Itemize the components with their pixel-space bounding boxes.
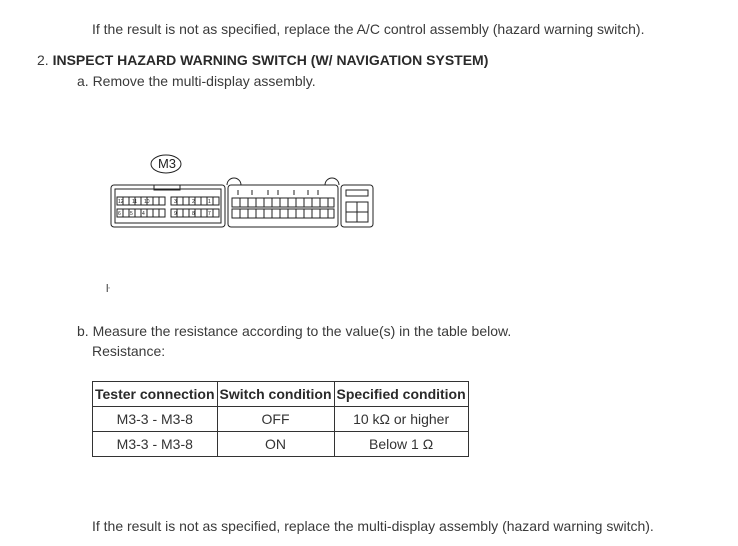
- diagram-marker: ŀ: [106, 283, 110, 295]
- svg-text:1: 1: [208, 199, 211, 205]
- substep-a: a. Remove the multi-display assembly.: [77, 73, 316, 89]
- result-note-multi-display: If the result is not as specified, replace the multi-display assembly (hazard warning switch).: [92, 518, 654, 534]
- cell-switch-condition: OFF: [217, 407, 334, 432]
- svg-text:11: 11: [132, 199, 138, 205]
- svg-text:3: 3: [174, 199, 177, 205]
- svg-text:9: 9: [174, 211, 177, 217]
- cell-specified-condition: Below 1 Ω: [334, 432, 468, 457]
- connector-label: M3: [157, 156, 177, 171]
- step-heading: [37, 52, 488, 68]
- header-specified-condition: Specified condition: [334, 382, 468, 407]
- cell-tester-connection: M3-3 - M3-8: [93, 407, 218, 432]
- svg-text:2: 2: [192, 199, 195, 205]
- header-switch-condition: Switch condition: [217, 382, 334, 407]
- resistance-spec-table: [92, 381, 469, 457]
- cell-specified-condition: 10 kΩ or higher: [334, 407, 468, 432]
- step-title: INSPECT HAZARD WARNING SWITCH (W/ NAVIGATION SYSTEM): [52, 52, 489, 68]
- step-number: 2.: [37, 52, 49, 68]
- cell-tester-connection: M3-3 - M3-8: [93, 432, 218, 457]
- resistance-label: Resistance:: [92, 343, 166, 359]
- svg-text:4: 4: [142, 211, 145, 217]
- header-tester-connection: Tester connection: [93, 382, 218, 407]
- connector-diagram: [108, 152, 376, 235]
- svg-text:5: 5: [130, 211, 133, 217]
- table-row: [93, 432, 469, 457]
- result-note-ac-control: If the result is not as specified, replace the A/C control assembly (hazard warning switch).: [92, 21, 645, 37]
- svg-text:6: 6: [118, 211, 121, 217]
- connector-m3-illustration: [108, 152, 376, 232]
- cell-switch-condition: ON: [217, 432, 334, 457]
- svg-text:7: 7: [208, 211, 211, 217]
- substep-b: b. Measure the resistance according to the value(s) in the table below.: [77, 323, 512, 339]
- table-header-row: [93, 382, 469, 407]
- svg-text:10: 10: [144, 199, 150, 205]
- svg-text:12: 12: [118, 199, 124, 205]
- table-row: [93, 407, 469, 432]
- svg-text:8: 8: [192, 211, 195, 217]
